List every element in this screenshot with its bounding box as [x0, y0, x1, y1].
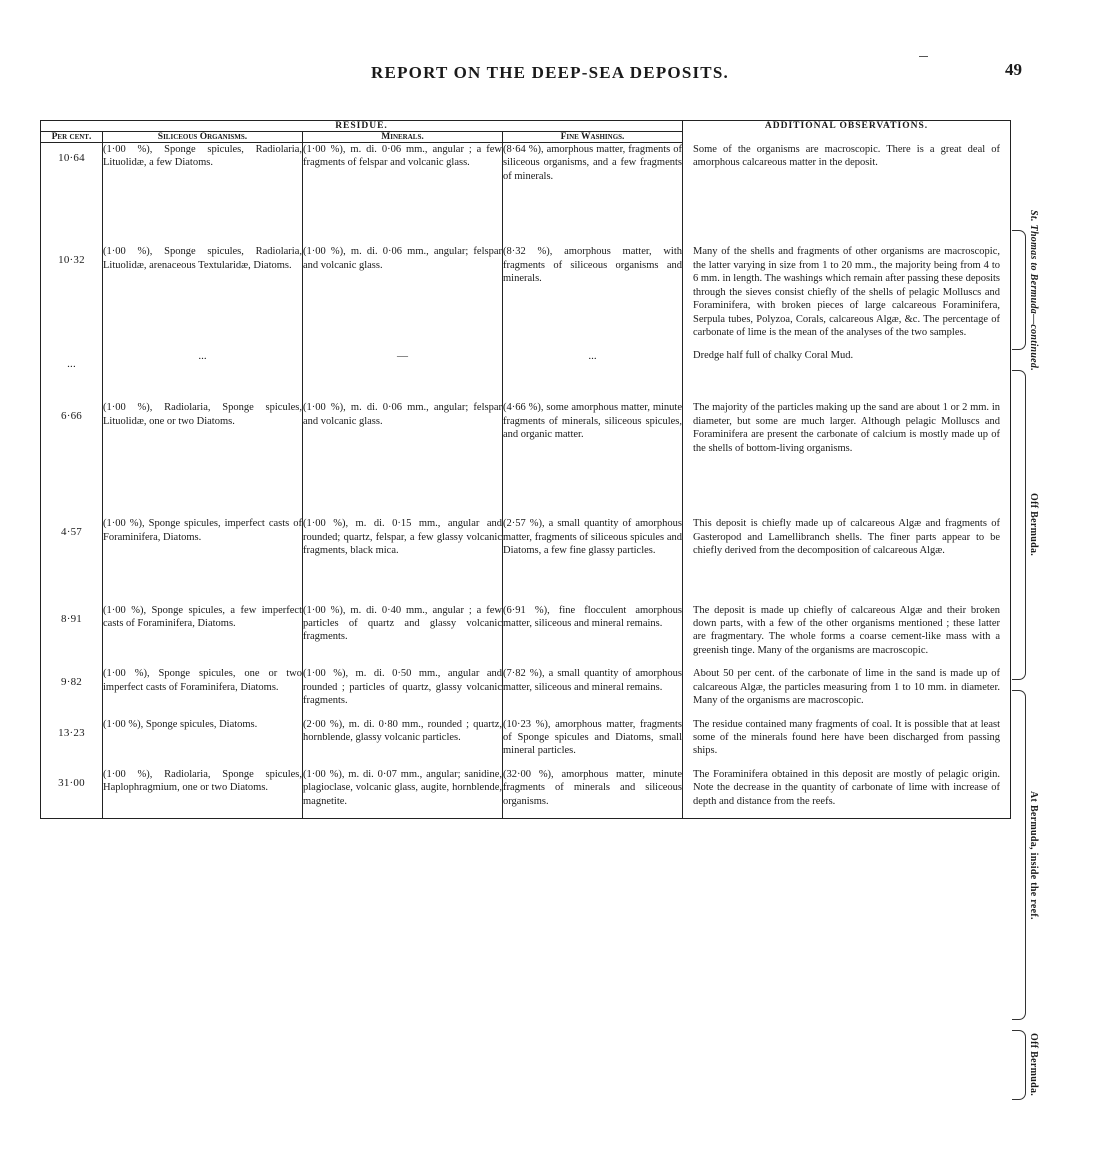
- page-number: 49: [1005, 60, 1022, 79]
- table-row: [41, 401, 1011, 517]
- table-row: [41, 667, 1011, 717]
- cell-fine: (4·66 %), some amorphous matter, minute fragments of minerals, siliceous spicules, and organic matter.: [503, 401, 683, 517]
- cell-minerals: (1·00 %), m. di. 0·07 mm., angular; sanidine, plagioclase, volcanic glass, augite, hornblende, magnetite.: [303, 768, 503, 819]
- cell-fine: (6·91 %), fine flocculent amorphous matter, siliceous and mineral remains.: [503, 604, 683, 668]
- cell-percent: 10·64: [58, 152, 85, 164]
- side-region-labels: [1012, 120, 1092, 1097]
- cell-siliceous: ...: [103, 349, 303, 401]
- cell-additional: Some of the organisms are macroscopic. There is a great deal of amorphous calcareous matter in the deposit.: [683, 143, 1011, 246]
- cell-minerals: (1·00 %), m. di. 0·15 mm., angular and rounded; quartz, felspar, a few glassy volcanic fragments, black mica.: [303, 517, 503, 603]
- column-header-minerals: Minerals.: [303, 132, 503, 143]
- brace-icon: [1012, 370, 1026, 680]
- table-row: [41, 718, 1011, 768]
- cell-fine: (2·57 %), a small quantity of amorphous matter, fragments of siliceous spicules and Diatoms, a few fine glassy particles.: [503, 517, 683, 603]
- table-group-header-row: [41, 121, 1011, 132]
- table-row: [41, 349, 1011, 401]
- cell-siliceous: (1·00 %), Radiolaria, Sponge spicules, Haplophragmium, one or two Diatoms.: [103, 768, 303, 819]
- cell-additional: This deposit is chiefly made up of calcareous Algæ and fragments of Gasteropod and Lamellibranch shells. The finer parts appear to be chiefly derived from the decomposition of calcareous Algæ.: [683, 517, 1011, 603]
- column-header-fine: Fine Washings.: [503, 132, 683, 143]
- cell-additional: About 50 per cent. of the carbonate of lime in the sand is made up of calcareous Algæ, the particles measuring from 1 to 10 mm. in diameter. Many of the organisms are macroscopic.: [683, 667, 1011, 717]
- cell-siliceous: (1·00 %), Sponge spicules, Diatoms.: [103, 718, 303, 768]
- brace-icon: [1012, 230, 1026, 350]
- cell-minerals: (1·00 %), m. di. 0·06 mm., angular; felspar and volcanic glass.: [303, 401, 503, 517]
- deposits-table: [40, 120, 1011, 819]
- cell-additional: The majority of the particles making up the sand are about 1 or 2 mm. in diameter, but some are much larger. Although pelagic Molluscs and Foraminifera are present the carbonate of calcium is mostly made up of the shells of bottom-living organisms.: [683, 401, 1011, 517]
- cell-minerals: (1·00 %), m. di. 0·06 mm., angular ; a few fragments of felspar and volcanic glass.: [303, 143, 503, 246]
- page-title: REPORT ON THE DEEP-SEA DEPOSITS.: [371, 63, 729, 82]
- cell-minerals: (1·00 %), m. di. 0·06 mm., angular; felspar and volcanic glass.: [303, 245, 503, 349]
- cell-fine: (32·00 %), amorphous matter, minute fragments of minerals and siliceous organisms.: [503, 768, 683, 819]
- table-row: [41, 245, 1011, 349]
- cell-fine: (8·64 %), amorphous matter, fragments of siliceous organisms, and a few fragments of minerals.: [503, 143, 683, 246]
- cell-fine: (8·32 %), amorphous matter, with fragments of siliceous organisms and minerals.: [503, 245, 683, 349]
- group-header-residue: RESIDUE.: [335, 121, 388, 131]
- cell-percent: 9·82: [61, 676, 82, 689]
- cell-percent: 6·66: [61, 410, 82, 423]
- table-row: [41, 517, 1011, 603]
- group-header-additional: ADDITIONAL OBSERVATIONS.: [683, 121, 1011, 132]
- cell-percent: 10·32: [58, 254, 85, 267]
- table-row: [41, 768, 1011, 819]
- cell-siliceous: (1·00 %), Sponge spicules, Radiolaria, Lituolidæ, arenaceous Textularidæ, Diatoms.: [103, 245, 303, 349]
- cell-additional: Many of the shells and fragments of other organisms are macroscopic, the latter varying in size from 1 to 20 mm., the majority being from 4 to 6 mm. in length. The washings which remain after passing these deposits through the sieves consist chiefly of the shells of pelagic Molluscs and Foraminifera, with broken pieces of large calcareous Foraminifera, Serpula tubes, Polyzoa, Corals, calcareous Algæ, &c. The percentage of carbonate of lime is the mean of the analyses of the two samples.: [683, 245, 1011, 349]
- table-row: [41, 143, 1011, 246]
- column-header-siliceous: Siliceous Organisms.: [103, 132, 303, 143]
- deposits-table-wrapper: [40, 120, 1010, 819]
- side-label-text: St. Thomas to Bermuda—continued.: [1028, 209, 1039, 371]
- cell-siliceous: (1·00 %), Sponge spicules, imperfect casts of Foraminifera, Diatoms.: [103, 517, 303, 603]
- table-row: [41, 604, 1011, 668]
- cell-siliceous: (1·00 %), Sponge spicules, a few imperfect casts of Foraminifera, Diatoms.: [103, 604, 303, 668]
- column-header-additional-spacer: [683, 132, 1011, 143]
- cell-fine: ...: [503, 349, 683, 401]
- cell-minerals: (1·00 %), m. di. 0·40 mm., angular ; a few particles of quartz and glassy volcanic fragments.: [303, 604, 503, 668]
- cell-additional: The residue contained many fragments of coal. It is possible that at least some of the minerals found here have been discharged from passing ships.: [683, 718, 1011, 768]
- brace-icon: [1012, 1030, 1026, 1100]
- cell-percent: ...: [67, 358, 76, 371]
- cell-percent: 31·00: [58, 776, 85, 789]
- cell-fine: (7·82 %), a small quantity of amorphous matter, siliceous and mineral remains.: [503, 667, 683, 717]
- cell-siliceous: (1·00 %), Sponge spicules, Radiolaria, Lituolidæ, a few Diatoms.: [103, 143, 303, 246]
- table-column-header-row: [41, 132, 1011, 143]
- cell-minerals: —: [303, 349, 503, 401]
- cell-fine: (10·23 %), amorphous matter, fragments of Sponge spicules and Diatoms, small mineral particles.: [503, 718, 683, 768]
- cell-percent: 8·91: [61, 612, 82, 625]
- side-label-text: Off Bermuda.: [1028, 493, 1039, 557]
- cell-additional: The Foraminifera obtained in this deposit are mostly of pelagic origin. Note the decrease in the quantity of carbonate of lime with increase of depth and distance from the reefs.: [683, 768, 1011, 819]
- cell-additional: Dredge half full of chalky Coral Mud.: [683, 349, 1011, 401]
- cell-additional: The deposit is made up chiefly of calcareous Algæ and their broken down parts, with a few of the other organisms mentioned ; these latter are fragmentary. The whole forms a coarse cement-like mass with a greenish tinge. Many of the organisms are macroscopic.: [683, 604, 1011, 668]
- side-label-text: Off Bermuda.: [1028, 1033, 1039, 1097]
- cell-siliceous: (1·00 %), Radiolaria, Sponge spicules, Lituolidæ, one or two Diatoms.: [103, 401, 303, 517]
- cell-percent: 13·23: [58, 726, 85, 739]
- side-label-text: At Bermuda, inside the reef.: [1028, 790, 1039, 920]
- header-rule: [919, 56, 928, 57]
- cell-minerals: (1·00 %), m. di. 0·50 mm., angular and rounded ; particles of quartz, glassy volcanic fragments.: [303, 667, 503, 717]
- cell-siliceous: (1·00 %), Sponge spicules, one or two imperfect casts of Foraminifera, Diatoms.: [103, 667, 303, 717]
- page-header: [0, 63, 1100, 83]
- cell-percent: 4·57: [61, 526, 82, 539]
- column-header-percent: Per cent.: [41, 132, 103, 143]
- cell-minerals: (2·00 %), m. di. 0·80 mm., rounded ; quartz, hornblende, glassy volcanic particles.: [303, 718, 503, 768]
- brace-icon: [1012, 690, 1026, 1020]
